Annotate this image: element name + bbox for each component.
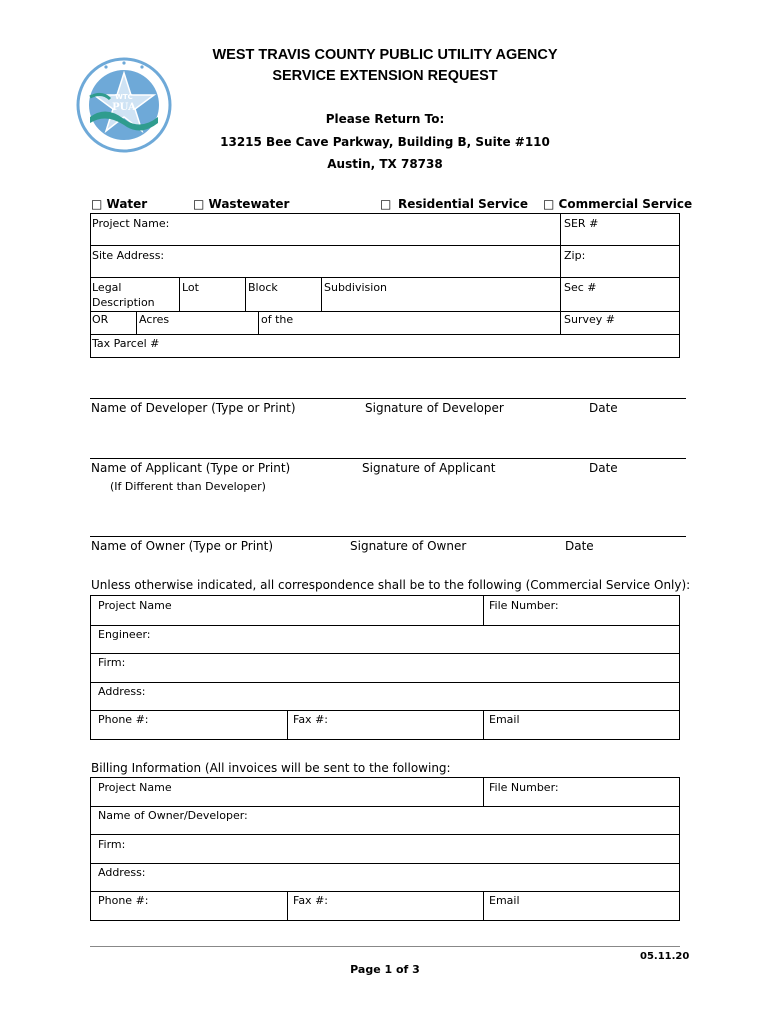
form-title-line1: WEST TRAVIS COUNTY PUBLIC UTILITY AGENCY [212, 47, 558, 63]
bill-address-field[interactable]: Address: [98, 866, 146, 879]
form-title-line2: SERVICE EXTENSION REQUEST [272, 68, 498, 84]
ser-number-field[interactable]: SER # [564, 217, 599, 230]
developer-signature-label: Signature of Developer [365, 401, 504, 415]
subdivision-field[interactable]: Subdivision [324, 281, 388, 294]
return-to-heading: Please Return To: [325, 112, 445, 126]
applicant-name-label: Name of Applicant (Type or Print) [91, 461, 291, 475]
revision-date: 05.11.20 [640, 951, 690, 962]
corr-email-field[interactable]: Email [489, 713, 520, 726]
project-name-field[interactable]: Project Name: [92, 217, 170, 230]
zip-field[interactable]: Zip: [564, 249, 586, 262]
residential-label: Residential Service [398, 197, 529, 211]
return-address-line1: 13215 Bee Cave Parkway, Building B, Suite #110 [220, 135, 550, 149]
corr-engineer-field[interactable]: Engineer: [98, 628, 151, 641]
return-address-line2: Austin, TX 78738 [327, 157, 443, 171]
developer-name-label: Name of Developer (Type or Print) [91, 401, 296, 415]
applicant-signature-line[interactable] [90, 458, 686, 459]
corr-fax-field[interactable]: Fax #: [293, 713, 328, 726]
corr-project-name-field[interactable]: Project Name [98, 599, 172, 612]
owner-signature-line[interactable] [90, 536, 686, 537]
acres-field[interactable]: Acres [139, 313, 170, 326]
commercial-checkbox[interactable]: □ Commercial Service [543, 197, 693, 211]
sec-number-field[interactable]: Sec # [564, 281, 597, 294]
bill-project-name-field[interactable]: Project Name [98, 781, 172, 794]
survey-number-field[interactable]: Survey # [564, 313, 615, 326]
owner-signature-label: Signature of Owner [350, 539, 467, 553]
wastewater-checkbox[interactable]: □ Wastewater [193, 197, 290, 211]
block-field[interactable]: Block [248, 281, 278, 294]
owner-name-label: Name of Owner (Type or Print) [91, 539, 274, 553]
owner-date-label: Date [565, 539, 594, 553]
correspondence-table [90, 595, 680, 740]
developer-signature-line[interactable] [90, 398, 686, 399]
applicant-signature-label: Signature of Applicant [362, 461, 496, 475]
page-number: Page 1 of 3 [350, 963, 420, 976]
legal-label: Legal [92, 281, 122, 294]
footer-rule [90, 946, 680, 947]
of-the-field[interactable]: of the [261, 313, 294, 326]
logo-center-text: PUA [112, 102, 136, 113]
bill-file-number-field[interactable]: File Number: [489, 781, 559, 794]
billing-table [90, 777, 680, 921]
or-label: OR [92, 313, 109, 326]
applicant-date-label: Date [589, 461, 618, 475]
bill-email-field[interactable]: Email [489, 894, 520, 907]
correspondence-intro: Unless otherwise indicated, all correspondence shall be to the following (Commercial Service Only): [91, 578, 691, 592]
developer-date-label: Date [589, 401, 618, 415]
corr-phone-field[interactable]: Phone #: [98, 713, 149, 726]
corr-address-field[interactable]: Address: [98, 685, 146, 698]
site-address-field[interactable]: Site Address: [92, 249, 165, 262]
bill-fax-field[interactable]: Fax #: [293, 894, 328, 907]
applicant-note: (If Different than Developer) [110, 480, 266, 493]
residential-checkbox[interactable]: □ [380, 197, 392, 211]
bill-phone-field[interactable]: Phone #: [98, 894, 149, 907]
logo-top-text: WTC [115, 93, 133, 101]
tax-parcel-field[interactable]: Tax Parcel # [92, 337, 160, 350]
description-label: Description [92, 296, 155, 309]
water-checkbox[interactable]: □ Water [91, 197, 148, 211]
corr-file-number-field[interactable]: File Number: [489, 599, 559, 612]
bill-firm-field[interactable]: Firm: [98, 838, 126, 851]
bill-owner-developer-field[interactable]: Name of Owner/Developer: [98, 809, 248, 822]
lot-field[interactable]: Lot [182, 281, 199, 294]
billing-intro: Billing Information (All invoices will be sent to the following: [91, 761, 451, 775]
corr-firm-field[interactable]: Firm: [98, 656, 126, 669]
